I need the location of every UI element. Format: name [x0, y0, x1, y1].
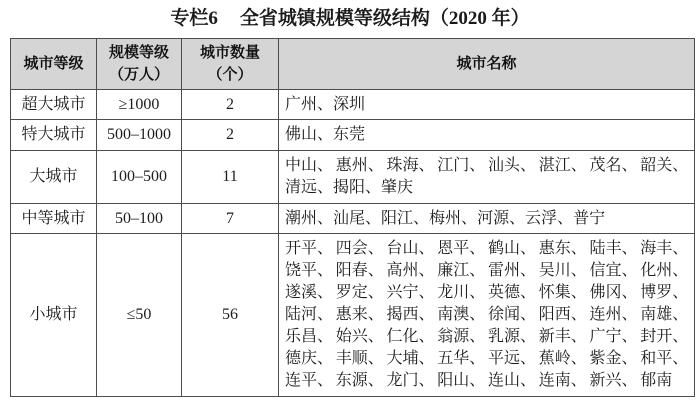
- city-name: 化州、: [640, 262, 689, 279]
- city-name: 湛江、: [538, 157, 587, 174]
- city-name: 紫金、: [589, 350, 638, 367]
- city-name: 遂溪、: [285, 284, 334, 301]
- city-name: 潮州、: [285, 209, 334, 227]
- city-names-line: [285, 370, 691, 392]
- city-name: 龙川、: [437, 284, 486, 301]
- city-name: 阳西、: [538, 306, 587, 323]
- city-name: 连州、: [589, 306, 638, 323]
- city-name: 和平、: [640, 350, 689, 367]
- city-name: 连山、: [488, 372, 537, 389]
- scale-cell: ≤50: [97, 234, 182, 397]
- city-names-cell: [279, 151, 695, 204]
- city-name: 深圳: [333, 95, 366, 113]
- header-scale: [97, 39, 182, 90]
- city-names-line: [285, 177, 691, 199]
- city-names-line: [285, 282, 691, 304]
- city-name: 乐昌、: [285, 328, 334, 345]
- city-name: 惠州、: [335, 157, 384, 174]
- city-name: 封开、: [640, 328, 689, 345]
- table-row: [11, 234, 695, 397]
- table-header-row: [11, 39, 695, 90]
- city-names-line: [285, 348, 691, 370]
- city-name: 罗定、: [335, 284, 384, 301]
- city-name: 乳源、: [488, 328, 537, 345]
- city-name: 揭阳、: [333, 179, 382, 196]
- city-name: 新兴、: [589, 372, 638, 389]
- city-name: 鹤山、: [488, 240, 537, 257]
- city-name: 惠东、: [538, 240, 587, 257]
- city-names-cell: [279, 120, 695, 151]
- city-name: 开平、: [285, 240, 334, 257]
- page-title: [0, 5, 700, 33]
- city-names-line: [285, 238, 691, 260]
- city-grade-cell: 特大城市: [11, 120, 97, 151]
- city-name: 雷州、: [488, 262, 537, 279]
- city-name: 河源、: [477, 209, 526, 227]
- city-name: 陆河、: [285, 306, 334, 323]
- city-name: 龙门、: [386, 372, 435, 389]
- city-grade-cell: 中等城市: [11, 204, 97, 234]
- city-name: 韶关、: [640, 157, 689, 174]
- city-grade-cell: 小城市: [11, 234, 97, 397]
- city-name: 江门、: [437, 157, 486, 174]
- city-name: 平远、: [488, 350, 537, 367]
- city-name: 连南、: [538, 372, 587, 389]
- scale-cell: 100–500: [97, 151, 182, 204]
- city-name: 普宁: [573, 209, 606, 227]
- header-scale-label: 规模等级: [108, 44, 169, 61]
- city-grade-cell: 大城市: [11, 151, 97, 204]
- table-row: [11, 120, 695, 151]
- scale-cell: ≥1000: [97, 90, 182, 120]
- count-cell: 2: [182, 90, 279, 120]
- city-name: 阳山、: [437, 372, 486, 389]
- scale-cell: 50–100: [97, 204, 182, 234]
- count-cell: 7: [182, 204, 279, 234]
- city-name: 丰顺、: [335, 350, 384, 367]
- city-name: 博罗、: [640, 284, 689, 301]
- header-count-label: 城市数量: [199, 44, 260, 61]
- city-name: 清远、: [285, 179, 334, 196]
- table-row: [11, 204, 695, 234]
- city-scale-table: [10, 38, 695, 397]
- city-name: 恩平、: [437, 240, 486, 257]
- header-city-grade: 城市等级: [11, 39, 97, 90]
- city-names-line: [285, 326, 691, 348]
- scale-cell: 500–1000: [97, 120, 182, 151]
- city-name: 佛冈、: [589, 284, 638, 301]
- count-cell: 11: [182, 151, 279, 204]
- city-name: 汕尾、: [333, 209, 382, 227]
- city-name: 始兴、: [335, 328, 384, 345]
- city-name: 阳春、: [335, 262, 384, 279]
- city-name: 佛山、: [285, 126, 334, 143]
- city-name: 五华、: [437, 350, 486, 367]
- city-name: 吴川、: [538, 262, 587, 279]
- city-names-line: [285, 124, 691, 146]
- header-scale-unit: （万人）: [108, 66, 169, 83]
- city-names-line: [285, 94, 691, 116]
- city-name: 翁源、: [437, 328, 486, 345]
- table-row: [11, 90, 695, 120]
- city-names-cell: [279, 204, 695, 234]
- header-count: [182, 39, 279, 90]
- city-name: 蕉岭、: [538, 350, 587, 367]
- city-name: 广州、: [285, 95, 334, 113]
- city-name: 梅州、: [429, 209, 478, 227]
- city-name: 连平、: [285, 372, 334, 389]
- city-name: 怀集、: [538, 284, 587, 301]
- city-names-cell: [279, 90, 695, 120]
- city-name: 信宜、: [589, 262, 638, 279]
- city-name: 高州、: [386, 262, 435, 279]
- city-name: 中山、: [285, 157, 334, 174]
- header-city-names: 城市名称: [279, 39, 695, 90]
- city-names-line: [285, 260, 691, 282]
- header-count-unit: （个）: [207, 66, 253, 83]
- count-cell: 2: [182, 120, 279, 151]
- city-name: 肇庆: [381, 179, 414, 196]
- city-name: 英德、: [488, 284, 537, 301]
- city-name: 揭西、: [386, 306, 435, 323]
- city-name: 东源、: [335, 372, 384, 389]
- city-name: 茂名、: [589, 157, 638, 174]
- city-name: 郁南: [640, 372, 673, 389]
- city-names-line: [285, 155, 691, 177]
- city-names-line: [285, 304, 691, 326]
- city-grade-cell: 超大城市: [11, 90, 97, 120]
- city-name: 阳江、: [381, 209, 430, 227]
- count-cell: 56: [182, 234, 279, 397]
- title-label: 专栏6: [170, 8, 218, 29]
- city-name: 陆丰、: [589, 240, 638, 257]
- city-name: 四会、: [335, 240, 384, 257]
- city-name: 汕头、: [488, 157, 537, 174]
- city-name: 海丰、: [640, 240, 689, 257]
- table-row: [11, 151, 695, 204]
- city-name: 南雄、: [640, 306, 689, 323]
- city-name: 廉江、: [437, 262, 486, 279]
- city-names-line: [285, 208, 691, 230]
- city-name: 徐闻、: [488, 306, 537, 323]
- city-name: 珠海、: [386, 157, 435, 174]
- city-name: 饶平、: [285, 262, 334, 279]
- city-names-cell: [279, 234, 695, 397]
- city-name: 广宁、: [589, 328, 638, 345]
- city-name: 云浮、: [525, 209, 574, 227]
- city-name: 东莞: [333, 126, 366, 143]
- city-name: 仁化、: [386, 328, 435, 345]
- city-name: 南澳、: [437, 306, 486, 323]
- city-name: 兴宁、: [386, 284, 435, 301]
- city-name: 台山、: [386, 240, 435, 257]
- city-name: 德庆、: [285, 350, 334, 367]
- title-text: 全省城镇规模等级结构（2020 年）: [239, 8, 530, 29]
- city-name: 惠来、: [335, 306, 384, 323]
- city-name: 新丰、: [538, 328, 587, 345]
- city-name: 大埔、: [386, 350, 435, 367]
